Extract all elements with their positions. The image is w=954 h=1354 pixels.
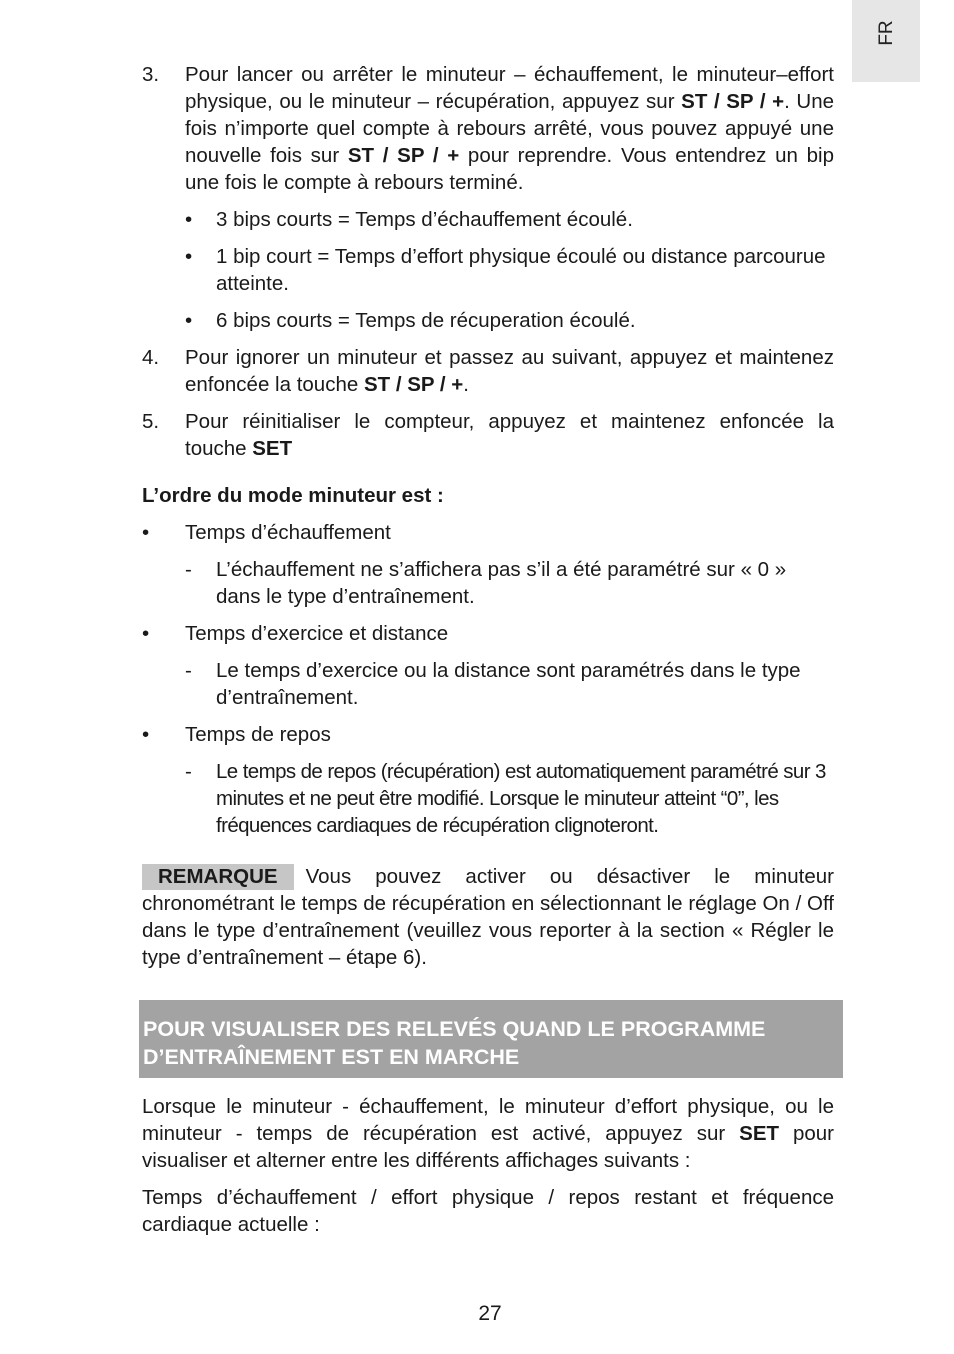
bullet-icon: • [142, 622, 150, 645]
step-text-part: Pour lancer ou arrêter le minuteur – échauffement, le minuteur–effort physique, ou le minuteur – récupération, appuyez sur [185, 63, 834, 113]
order-label: Temps d’exercice et distance [185, 622, 449, 645]
language-tab [852, 0, 920, 82]
order-detail [185, 556, 834, 610]
step-text [185, 344, 834, 398]
note-badge: REMARQUE [142, 864, 294, 890]
order-detail-text: Le temps de repos (récupération) est automatiquement paramétré sur 3 minutes et ne peut être modifié. Lorsque le minuteur atteint “0”, les fréquences cardiaques de récupération clignoteront. [216, 760, 826, 837]
section-heading: POUR VISUALISER DES RELEVÉS QUAND LE PROGRAMME D’ENTRAÎNEMENT EST EN MARCHE [139, 1000, 843, 1078]
order-detail [185, 758, 834, 839]
order-detail [185, 657, 834, 711]
paragraph [142, 1093, 834, 1174]
order-detail-text: L’échauffement ne s’affichera pas s’il a été paramétré sur « 0 » dans le type d’entraînement. [216, 558, 787, 608]
step-text-part: . Une fois n’importe quel compte à rebours arrêté, vous pouvez appuyé une nouvelle fois sur [185, 90, 834, 167]
bullet-icon: • [185, 309, 193, 332]
note-text: Vous pouvez activer ou désactiver le minuteur chronométrant le temps de récupération en sélectionnant le réglage On / Off dans le type d’entraînement (veuillez vous reporter à la section « Régler le type d’entraînement – étape 6). [142, 865, 834, 969]
beep-item [185, 206, 834, 233]
language-label: FR [876, 20, 897, 46]
order-item [142, 721, 834, 748]
paragraph: Temps d’échauffement / effort physique / repos restant et fréquence cardiaque actuelle : [142, 1186, 834, 1236]
beep-item [185, 243, 834, 297]
key-label: ST / SP / + [347, 144, 460, 167]
page-number: 27 [478, 1302, 502, 1325]
dash-icon: - [185, 558, 192, 581]
note-block [142, 863, 834, 971]
step-text-part: pour reprendre. Vous entendrez un bip une fois le compte à rebours terminé. [185, 144, 834, 194]
step-number: 3. [142, 63, 160, 86]
order-label: Temps de repos [185, 723, 331, 746]
step-number: 5. [142, 410, 160, 433]
beep-text: 6 bips courts = Temps de récuperation écoulé. [216, 309, 636, 332]
section-body [142, 1093, 834, 1248]
step-text-part: Pour réinitialiser le compteur, appuyez et maintenez enfoncée la touche [185, 410, 834, 460]
order-item [142, 519, 834, 546]
key-label: SET [252, 437, 293, 460]
step-3 [142, 61, 834, 196]
step-5 [142, 408, 834, 462]
key-label: ST / SP / + [681, 90, 785, 113]
step-4 [142, 344, 834, 398]
paragraph-text: Lorsque le minuteur - échauffement, le minuteur d’effort physique, ou le minuteur - temps de récupération est activé, appuyez sur [142, 1095, 834, 1145]
dash-icon: - [185, 760, 192, 783]
step-number: 4. [142, 346, 160, 369]
key-label: SET [739, 1122, 780, 1145]
order-detail-text: Le temps d’exercice ou la distance sont paramétrés dans le type d’entraînement. [216, 659, 801, 709]
main-content [142, 61, 834, 971]
step-text-part: Pour ignorer un minuteur et passez au suivant, appuyez et maintenez enfoncée la touche [185, 346, 834, 396]
step-text-part: . [463, 373, 469, 396]
dash-icon: - [185, 659, 192, 682]
step-text [185, 408, 834, 462]
order-label: Temps d’échauffement [185, 521, 391, 544]
bullet-icon: • [142, 521, 150, 544]
bullet-icon: • [185, 245, 193, 268]
paragraph-text: pour visualiser et alterner entre les différents affichages suivants : [142, 1122, 834, 1172]
key-label: ST / SP / + [363, 373, 464, 396]
beep-text: 1 bip court = Temps d’effort physique écoulé ou distance parcourue atteinte. [216, 245, 826, 295]
order-item [142, 620, 834, 647]
bullet-icon: • [142, 723, 150, 746]
beep-item [185, 307, 834, 334]
beep-text: 3 bips courts = Temps d’échauffement écoulé. [216, 208, 633, 231]
bullet-icon: • [185, 208, 193, 231]
step-text [185, 61, 834, 196]
order-heading: L’ordre du mode minuteur est : [142, 484, 444, 507]
